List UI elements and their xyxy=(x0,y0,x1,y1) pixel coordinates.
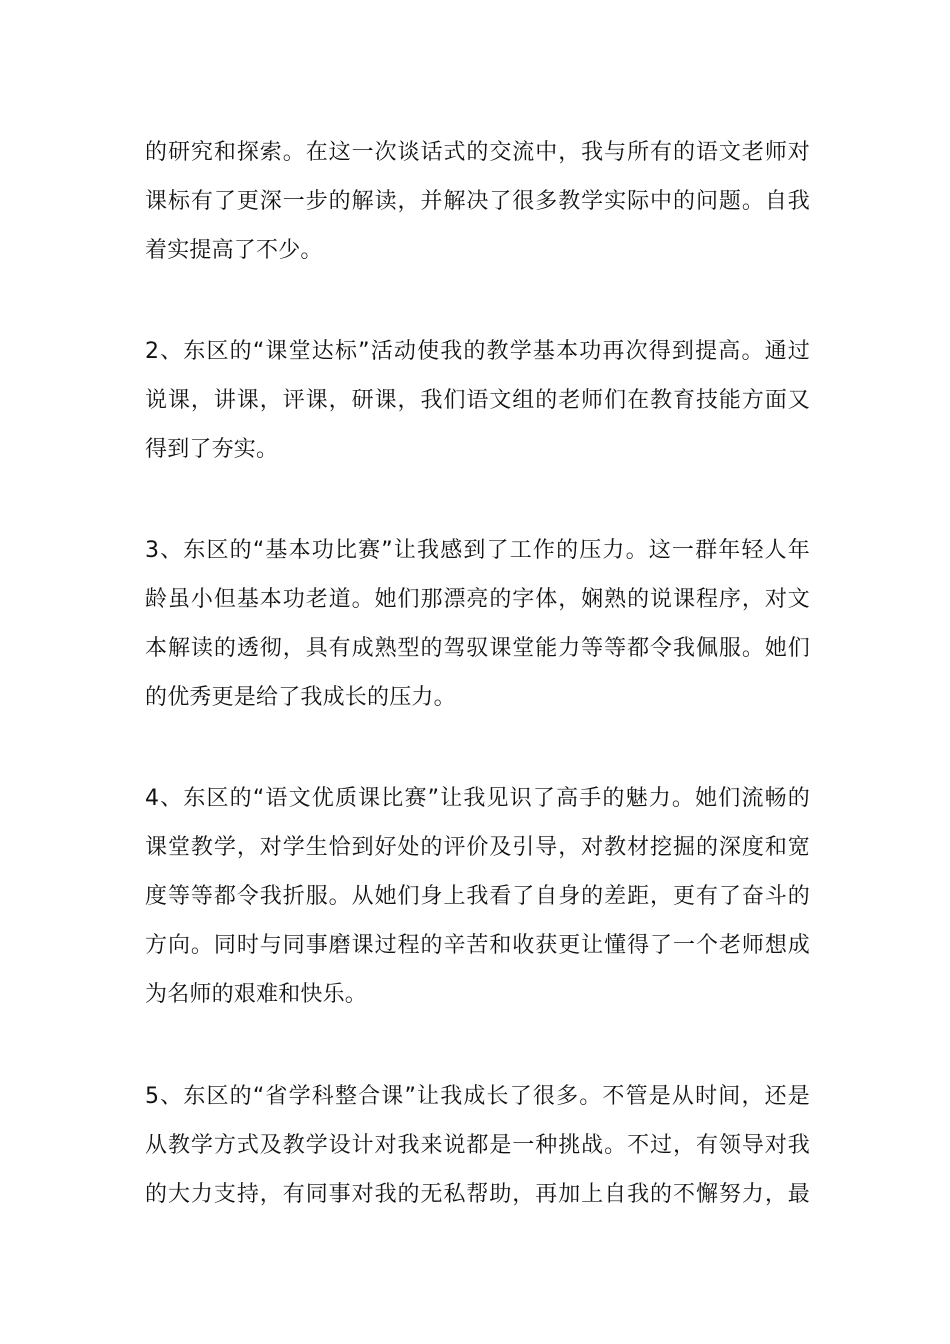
paragraph-line: 3、东区的“基本功比赛”让我感到了工作的压力。这一群年轻人年 xyxy=(145,538,810,563)
paragraph-line: 度等等都令我折服。从她们身上我看了自身的差距，更有了奋斗的 xyxy=(145,884,810,909)
paragraph-line: 着实提高了不少。 xyxy=(145,238,323,263)
paragraph-line: 说课，讲课，评课，研课，我们语文组的老师们在教育技能方面又 xyxy=(145,388,810,413)
paragraph-line: 课标有了更深一步的解读，并解决了很多教学实际中的问题。自我 xyxy=(145,189,810,214)
paragraph-line: 龄虽小但基本功老道。她们那漂亮的字体，娴熟的说课程序，对文 xyxy=(145,587,810,612)
paragraph-5 xyxy=(145,1072,810,1219)
paragraph-line: 为名师的艰难和快乐。 xyxy=(145,982,368,1007)
paragraph-line: 4、东区的“语文优质课比赛”让我见识了高手的魅力。她们流畅的 xyxy=(145,786,810,811)
paragraph-line: 得到了夯实。 xyxy=(145,437,279,462)
paragraph-line: 2、东区的“课堂达标”活动使我的教学基本功再次得到提高。通过 xyxy=(145,339,810,364)
paragraph-line: 课堂教学，对学生恰到好处的评价及引导，对教材挖掘的深度和宽 xyxy=(145,835,810,860)
paragraph-1 xyxy=(145,128,810,275)
paragraph-3 xyxy=(145,526,810,722)
paragraph-2 xyxy=(145,327,810,474)
paragraph-line: 的大力支持，有同事对我的无私帮助，再加上自我的不懈努力，最 xyxy=(145,1182,810,1207)
paragraph-line: 的优秀更是给了我成长的压力。 xyxy=(145,685,456,710)
paragraph-4 xyxy=(145,774,810,1019)
paragraph-line: 方向。同时与同事磨课过程的辛苦和收获更让懂得了一个老师想成 xyxy=(145,933,810,958)
paragraph-line: 的研究和探索。在这一次谈话式的交流中，我与所有的语文老师对 xyxy=(145,140,810,165)
paragraph-line: 本解读的透彻，具有成熟型的驾驭课堂能力等等都令我佩服。她们 xyxy=(145,636,810,661)
paragraph-line: 5、东区的“省学科整合课”让我成长了很多。不管是从时间，还是 xyxy=(145,1084,810,1109)
paragraph-line: 从教学方式及教学设计对我来说都是一种挑战。不过，有领导对我 xyxy=(145,1133,810,1158)
